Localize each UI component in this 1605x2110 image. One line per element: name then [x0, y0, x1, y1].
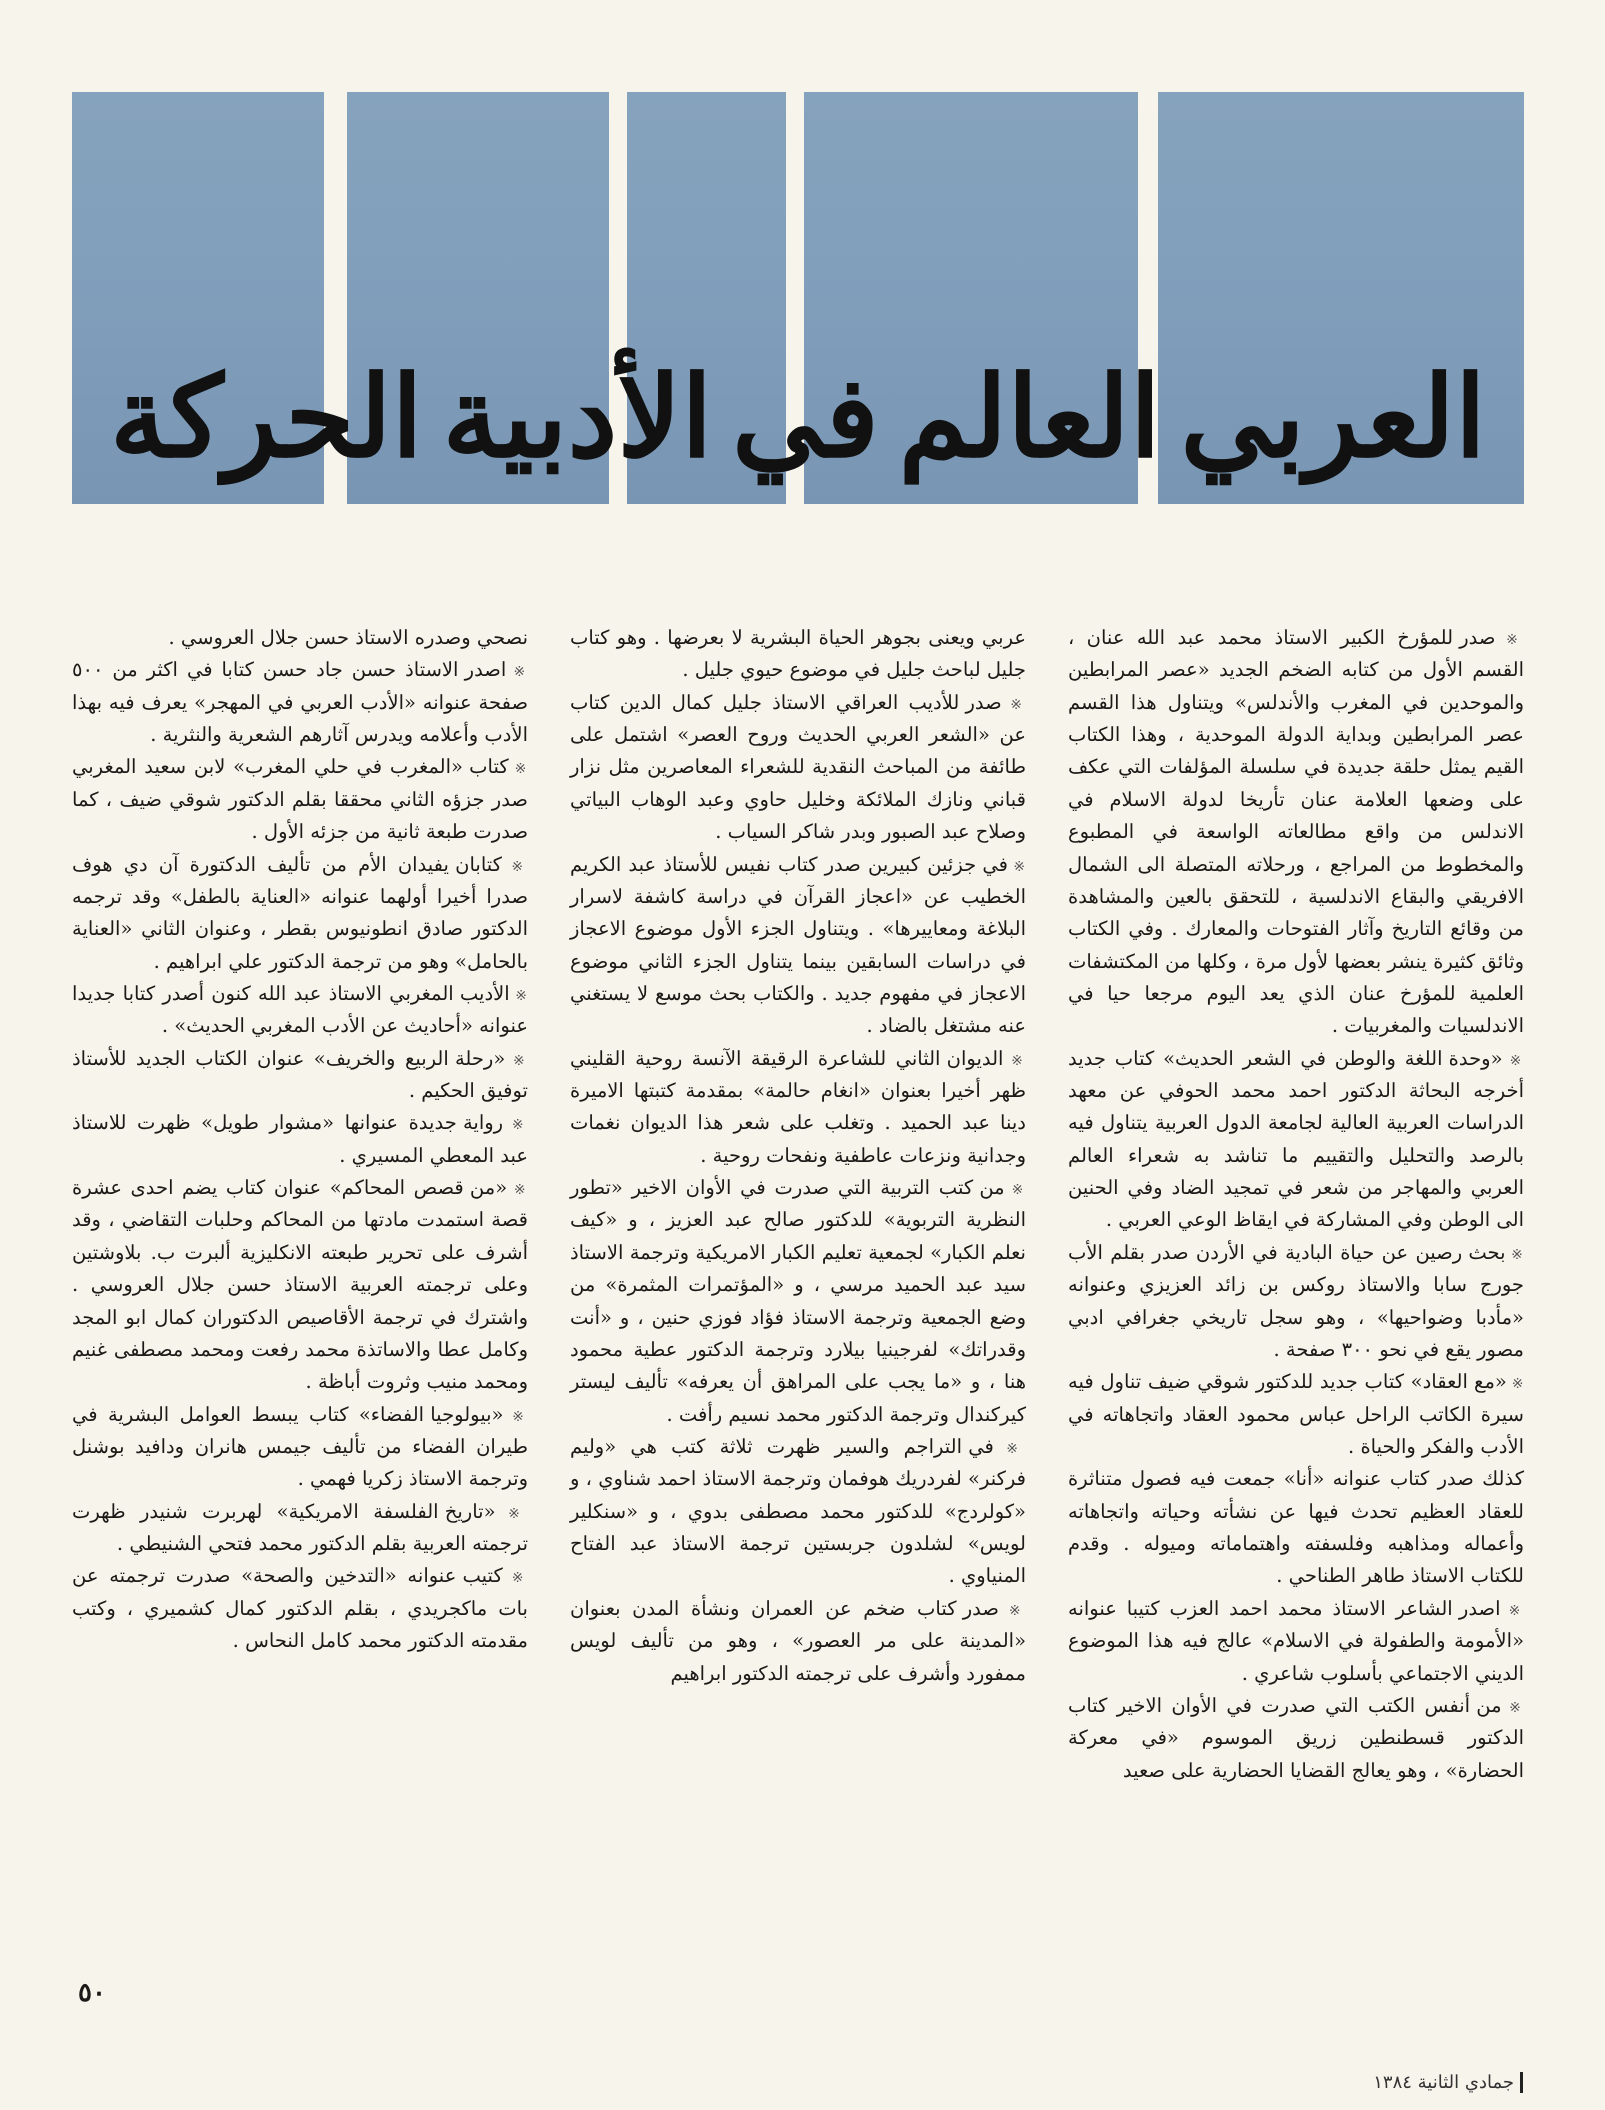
- paragraph: ※ كتيب عنوانه «التدخين والصحة» صدرت ترجمته عن بات ماكجريدي ، بقلم الدكتور كمال كشميري ، وكتب مقدمته الدكتور محمد كامل النحاس .: [72, 1560, 528, 1657]
- paragraph: ※ «وحدة اللغة والوطن في الشعر الحديث» كتاب جديد أخرجه البحاثة الدكتور احمد محمد الحوفي عن معهد الدراسات العربية العالية لجامعة الدول العربية يتناول فيه بالرصد والتحليل والتقييم ما تناشد به شعراء العالم العربي والمهاجر من شعر في تمجيد الضاد وفي الحنين الى الوطن وفي المشاركة في ايقاظ الوعي العربي .: [1068, 1043, 1524, 1237]
- banner-panel: [804, 92, 1138, 504]
- paragraph: ※ اصدر الاستاذ حسن جاد حسن كتابا في اكثر من ٥٠٠ صفحة عنوانه «الأدب العربي في المهجر» يعرف فيه بهذا الأدب وأعلامه ويدرس آثارهم الشعرية والنثرية .: [72, 654, 528, 751]
- paragraph: ※ في جزئين كبيرين صدر كتاب نفيس للأستاذ عبد الكريم الخطيب عن «اعجاز القرآن في دراسة كاشفة لاسرار البلاغة ومعاييرها» . ويتناول الجزء الأول موضوع الاعجاز في دراسات السابقين بينما يتناول الجزء الثاني موضوع الاعجاز في مفهوم جديد . والكتاب بحث موسع لا يستغني عنه مشتغل بالضاد .: [570, 849, 1026, 1043]
- banner-panel: [347, 92, 609, 504]
- title-word: العالم: [898, 352, 1161, 483]
- banner-panel: [627, 92, 786, 504]
- title-banner: [72, 92, 1524, 504]
- paragraph: ※ «رحلة الربيع والخريف» عنوان الكتاب الجديد للأستاذ توفيق الحكيم .: [72, 1043, 528, 1108]
- issue-date: جمادي الثانية ١٣٨٤: [1373, 2072, 1523, 2093]
- paragraph: ※ «من قصص المحاكم» عنوان كتاب يضم احدى عشرة قصة استمدت مادتها من المحاكم وحلبات التقاضي ، وقد أشرف على تحرير طبعته الانكليزية ألبرت ب. بلاوشتين وعلى ترجمته العربية الاستاذ حسن جلال العروسي . واشترك في ترجمة الأقاصيص الدكتوران كمال ابو المجد وكامل عطا والاساتذة محمد رفعت ومحمد مصطفى غنيم ومحمد منيب وثروت أباظة .: [72, 1172, 528, 1399]
- title-word: الأدبية: [442, 352, 713, 483]
- paragraph: ※ «مع العقاد» كتاب جديد للدكتور شوقي ضيف تناول فيه سيرة الكاتب الراحل عباس محمود العقاد واتجاهاته في الأدب والفكر والحياة .: [1068, 1366, 1524, 1463]
- banner-panel: [72, 92, 324, 504]
- paragraph: كذلك صدر كتاب عنوانه «أنا» جمعت فيه فصول متناثرة للعقاد العظيم تحدث فيها عن نشأته وحياته واتجاهاته وأعماله ومذاهبه وفلسفته واهتماماته وميوله . وقدم للكتاب الاستاذ طاهر الطناحي .: [1068, 1467, 1524, 1588]
- paragraph: عربي ويعنى بجوهر الحياة البشرية لا بعرضها . وهو كتاب جليل لباحث جليل في موضوع حيوي جليل .: [570, 626, 1026, 682]
- paragraph: ※ رواية جديدة عنوانها «مشوار طويل» ظهرت للاستاذ عبد المعطي المسيري .: [72, 1107, 528, 1172]
- paragraph: ※ صدر كتاب ضخم عن العمران ونشأة المدن بعنوان «المدينة على مر العصور» ، وهو من تأليف لويس ممفورد وأشرف على ترجمته الدكتور ابراهيم: [570, 1593, 1026, 1690]
- column-left: [72, 622, 528, 1962]
- paragraph: ※ في التراجم والسير ظهرت ثلاثة كتب هي «وليم فركنر» لفردريك هوفمان وترجمة الاستاذ احمد شناوي ، و «كولردج» للدكتور محمد مصطفى بدوي ، و «سنكلير لويس» لشلدون جربستين ترجمة الاستاذ عبد الفتاح المنياوي .: [570, 1431, 1026, 1593]
- column-middle: [570, 622, 1026, 1962]
- paragraph: ※ من كتب التربية التي صدرت في الأوان الاخير «تطور النظرية التربوية» للدكتور صالح عبد العزيز ، و «كيف نعلم الكبار» لجمعية تعليم الكبار الامريكية وترجمة الاستاذ سيد عبد الحميد مرسي ، و «المؤتمرات المثمرة» من وضع الجمعية وترجمة الاستاذ فؤاد فوزي حنين ، و «أنت وقدراتك» لفرجينيا بيلارد وترجمة الدكتور عطية محمود هنا ، و «ما يجب على المراهق أن يعرفه» تأليف ليستر كيركندال وترجمة الدكتور محمد نسيم رأفت .: [570, 1172, 1026, 1431]
- paragraph: ※ بحث رصين عن حياة البادية في الأردن صدر بقلم الأب جورج سابا والاستاذ روكس بن زائد العزيزي وعنوانه «مأدبا وضواحيها» ، وهو سجل تاريخي جغرافي ادبي مصور يقع في نحو ٣٠٠ صفحة .: [1068, 1237, 1524, 1366]
- paragraph: ※ الديوان الثاني للشاعرة الرقيقة الآنسة روحية القليني ظهر أخيرا بعنوان «انغام حالمة» بمقدمة كتبتها الاميرة دينا عبد الحميد . وتغلب على شعر هذا الديوان نغمات وجدانية ونزعات عاطفية ونفحات روحية .: [570, 1043, 1026, 1172]
- paragraph: ※ من أنفس الكتب التي صدرت في الأوان الاخير كتاب الدكتور قسطنطين زريق الموسوم «في معركة الحضارة» ، وهو يعالج القضايا الحضارية على صعيد: [1068, 1690, 1524, 1787]
- column-right: [1068, 622, 1524, 1962]
- paragraph: ※ صدر للأديب العراقي الاستاذ جليل كمال الدين كتاب عن «الشعر العربي الحديث وروح العصر» اشتمل على طائفة من المباحث النقدية للشعراء المعاصرين مثل نزار قباني ونازك الملائكة وخليل حاوي وعبد الوهاب البياتي وصلاح عبد الصبور وبدر شاكر السياب .: [570, 687, 1026, 849]
- paragraph: ※ اصدر الشاعر الاستاذ محمد احمد العزب كتيبا عنوانه «الأمومة والطفولة في الاسلام» عالج فيه هذا الموضوع الديني الاجتماعي بأسلوب شاعري .: [1068, 1593, 1524, 1690]
- title-word: الحركة: [110, 352, 423, 483]
- paragraph: ※ الأديب المغربي الاستاذ عبد الله كنون أصدر كتابا جديدا عنوانه «أحاديث عن الأدب المغربي الحديث» .: [72, 978, 528, 1043]
- paragraph: نصحي وصدره الاستاذ حسن جلال العروسي .: [168, 626, 528, 649]
- article-columns: [72, 622, 1524, 1962]
- paragraph: ※ كتابان يفيدان الأم من تأليف الدكتورة آن دي هوف صدرا أخيرا أولهما عنوانه «العناية بالطفل» وقد ترجمه الدكتور صادق انطونيوس بقطر ، وعنوان الثاني «العناية بالحامل» وهو من ترجمة الدكتور علي ابراهيم .: [72, 849, 528, 978]
- paragraph: ※ كتاب «المغرب في حلي المغرب» لابن سعيد المغربي صدر جزؤه الثاني محققا بقلم الدكتور شوقي ضيف ، كما صدرت طبعة ثانية من جزئه الأول .: [72, 751, 528, 848]
- paragraph: ※ «تاريخ الفلسفة الامريكية» لهربرت شنيدر ظهرت ترجمته العربية بقلم الدكتور محمد فتحي الشنيطي .: [72, 1496, 528, 1561]
- banner-panel: [1158, 92, 1524, 504]
- paragraph: ※ صدر للمؤرخ الكبير الاستاذ محمد عبد الله عنان ، القسم الأول من كتابه الضخم الجديد «عصر المرابطين والموحدين في المغرب والأندلس» ويتناول هذا القسم عصر المرابطين وبداية الدولة الموحدية ، وهذا الكتاب القيم يمثل حلقة جديدة في سلسلة المؤلفات التي عكف على وضعها العلامة عنان تأريخا لدولة الاسلام في الاندلس من واقع مطالعاته الواسعة في المطبوع والمخطوط من المراجع ، ورحلاته المتصلة الى الشمال الافريقي والبقاع الاندلسية ، للتحقق بالعين والمشاهدة من وقائع التاريخ وآثار الفتوحات والمعارك . وفي الكتاب وثائق كثيرة ينشر بعضها لأول مرة ، وكلها من المكتشفات العلمية للمؤرخ عنان الذي يعد اليوم مرجعا حيا في الاندلسيات والمغربيات .: [1068, 622, 1524, 1043]
- page-number: ٥٠: [78, 1978, 106, 2008]
- title-word: في: [732, 352, 879, 483]
- paragraph: ※ «بيولوجيا الفضاء» كتاب يبسط العوامل البشرية في طيران الفضاء من تأليف جيمس هانران ودافيد بوشنل وترجمة الاستاذ زكريا فهمي .: [72, 1399, 528, 1496]
- title-word: العربي: [1180, 352, 1486, 483]
